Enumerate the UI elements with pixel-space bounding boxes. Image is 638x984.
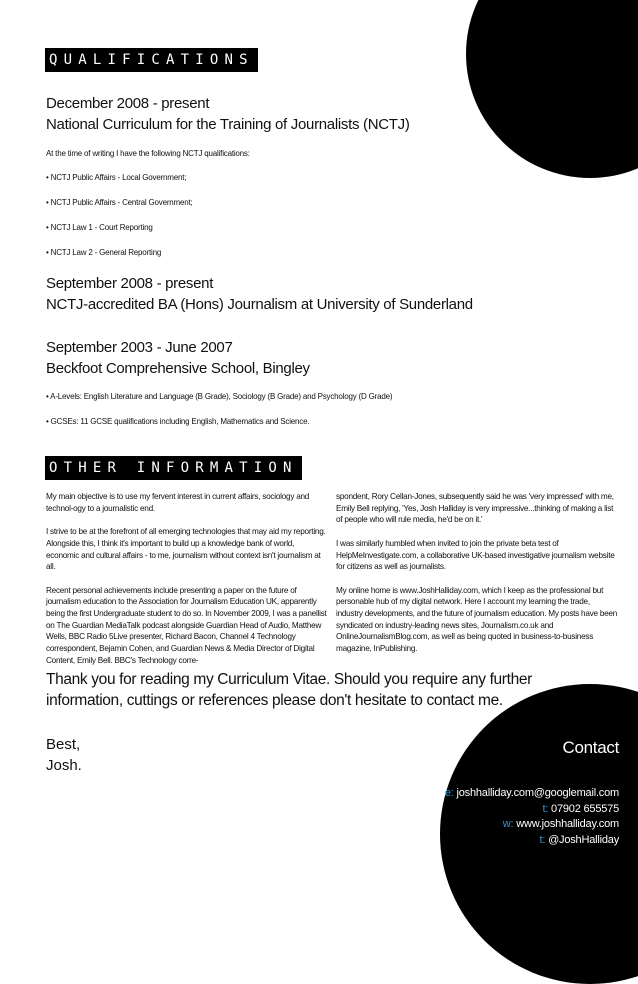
ba-title: NCTJ-accredited BA (Hons) Journalism at University of Sunderland — [46, 296, 473, 313]
phone-label: t: — [542, 802, 549, 815]
other-information-heading: OTHER INFORMATION — [45, 456, 302, 480]
other-info-paragraph: My main objective is to use my fervent interest in current affairs, sociology and technol-ogy to a journalistic end. — [46, 492, 310, 513]
signoff — [46, 734, 82, 776]
nctj-item: • NCTJ Law 2 - General Reporting — [46, 248, 162, 257]
school-item: • GCSEs: 11 GCSE qualifications including English, Mathematics and Science. — [46, 417, 310, 426]
nctj-item: • NCTJ Public Affairs - Local Government; — [46, 173, 187, 182]
nctj-item: • NCTJ Law 1 - Court Reporting — [46, 223, 153, 232]
other-info-paragraph: I was similarly humbled when invited to join the private beta test of HelpMeInvestigate.com, a collaborative UK-based investigative journalism website for citizens as well as journalists. — [336, 538, 615, 572]
twitter-label: t: — [539, 833, 546, 846]
email-value[interactable]: joshhalliday.com@googlemail.com — [456, 787, 619, 799]
other-info-paragraph: Recent personal achievements include presenting a paper on the future of journalism education to the Association for Journalism Education UK, apparently being the first Undergraduate student to do so. In November 2009, I was a panellist on The Guardian MediaTalk podcast alongside Guardian Head of Audio, Matthew Wells, BBC Radio 5Live presenter, Richard Bacon, Channel 4 Technology correspondent, Bejamin Cohen, and Guardian News & Media Director of Digital Content, Emily Bell. BBC's Technology corre- — [46, 585, 327, 665]
other-info-paragraph: spondent, Rory Cellan-Jones, subsequently said he was 'very impressed' with me, Emily Bell replying, 'Yes, Josh Halliday is very impressive...thinking of making a list of people who will rule media, he'd be on it.' — [336, 492, 614, 525]
qualifications-heading: QUALIFICATIONS — [45, 48, 258, 72]
thanks-message: Thank you for reading my Curriculum Vitae. Should you require any further information, cuttings or references please don't hesitate to contact me. — [46, 671, 532, 709]
signoff-name: Josh. — [46, 757, 82, 774]
contact-email[interactable] — [445, 786, 619, 802]
twitter-value[interactable]: @JoshHalliday — [548, 833, 619, 846]
school-dates: September 2003 - June 2007 — [46, 339, 233, 356]
other-info-paragraph: My online home is www.JoshHalliday.com, which I keep as the professional but personable hub of my digital network. Here I account my learning the trade, industry developments, and the future of journalism education. My posts have been syndicated on industry-leading news sites, Journalism.co.uk and OnlineJournalismBlog.com, as well as being quoted in business-to-business magazine, InPublishing. — [336, 585, 618, 654]
contact-title: Contact — [562, 738, 619, 757]
nctj-dates: December 2008 - present — [46, 95, 210, 112]
other-info-right-column — [336, 491, 618, 667]
nctj-title: National Curriculum for the Training of Journalists (NCTJ) — [46, 116, 410, 133]
contact-phone[interactable] — [445, 802, 619, 818]
nctj-item: • NCTJ Public Affairs - Central Government; — [46, 198, 193, 207]
school-item: • A-Levels: English Literature and Language (B Grade), Sociology (B Grade) and Psychology (D Grade) — [46, 392, 393, 401]
web-label: w: — [502, 818, 514, 830]
web-value[interactable]: www.joshhalliday.com — [516, 818, 619, 830]
email-label: e: — [444, 787, 454, 799]
contact-web[interactable] — [445, 817, 619, 833]
contact-details — [445, 786, 619, 848]
other-info-left-column — [46, 491, 328, 678]
signoff-best: Best, — [46, 736, 81, 753]
phone-value[interactable]: 07902 655575 — [551, 802, 619, 815]
school-title: Beckfoot Comprehensive School, Bingley — [46, 360, 310, 377]
ba-dates: September 2008 - present — [46, 275, 214, 292]
decorative-circle-top — [466, 0, 638, 178]
other-info-paragraph: I strive to be at the forefront of all emerging technologies that may aid my reporting. Alongside this, I think it's important to build up a knowledge bank of world, economic and cultural affairs - to me, journalism without context isn't journalism at all. — [46, 527, 326, 572]
contact-twitter[interactable] — [445, 833, 619, 849]
nctj-intro: At the time of writing I have the following NCTJ qualifications: — [46, 149, 250, 158]
